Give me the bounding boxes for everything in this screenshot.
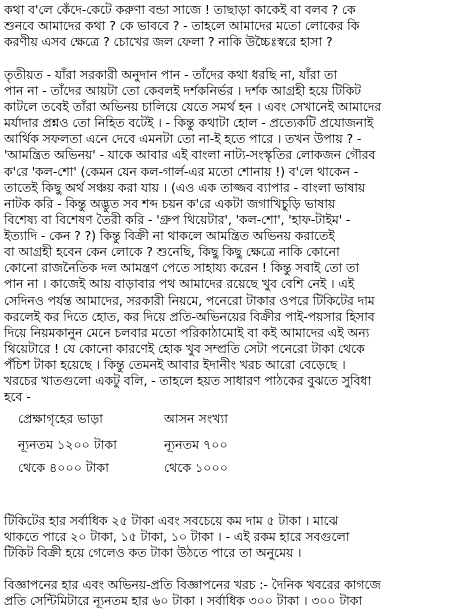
text-line: শুনবে আমাদের কথা ? কে ভাববে ? - তাহলে আমাদের মতো লোকের কি — [4, 18, 360, 33]
text-line: থাকতে পারে ২০ টাকা, ১৫ টাকা, ১০ টাকা । - এই রকম হারে সবগুলো — [4, 529, 350, 544]
text-line: প্রতি সেন্টিমিটারে ন্যূনতম হার ৬০ টাকা । সর্বাধিক ৩০০ টাকা । ৩০০ টাকা — [4, 593, 362, 608]
text-line: কোনো রাজনৈতিক দল আমন্ত্রণ পেতে সাহায্য করেন ! কিন্তু সবাই তো তা — [4, 260, 360, 275]
table-cell: ন্যূনতম ১২০০ টাকা — [18, 437, 117, 452]
text-line: তাতেই কিছু অর্থ সঞ্চয় করা যায় । (এও এক তাজ্জব ব্যাপার - বাংলা ভাষায় — [4, 180, 366, 195]
text-line: মর্যাদার প্রশ্নও তো নিহিত বটেই । - কিন্তু কথাটা হোল - প্রত্যেকটি প্রযোজনাই — [4, 115, 374, 130]
text-line: খরচের খাতগুলো একটু বলি, - তাহলে হয়ত সাধারণ পাঠকের বুঝতে সুবিধা — [4, 373, 371, 388]
text-line: করলেই কর দিতে হোত, কর দিয়ে প্রতি-অভিনয়ের বিক্রীর পাই-পয়সার হিসাব — [4, 309, 375, 324]
text-line: সেদিনও পর্যন্ত আমাদের, সরকারী নিয়মে, পনেরো টাকার ওপরে টিকিটের দাম — [4, 293, 375, 308]
text-line: বিশেষ্য বা বিশেষণ তৈরী করি - 'গ্রুপ থিয়েটার', 'কল-শো', 'হাফ-টাইম' - — [4, 212, 351, 227]
text-line: তৃতীয়ত - যাঁরা সরকারী অনুদান পান - তাঁদের কথা ধরছি না, যাঁরা তা — [4, 67, 338, 82]
text-line: নাটক করি - কিন্তু অদ্ভুত সব শব্দ চয়ন ক'রে একটা জগাখিচুড়ি ভাষায় — [4, 196, 336, 211]
text-line: কাটলে তবেই তাঁরা অভিনয় চালিয়ে যেতে সমর্থ হন । এবং সেখানেই আমাদের — [4, 99, 382, 114]
text-line: দিয়ে নিয়মকানুন মেনে চলবার মতো পরিকাঠামোই বা কই আমাদের এই অন্য — [4, 325, 370, 340]
text-line: 'আমন্ত্রিত অভিনয়' - যাকে আবার এই বাংলা নাট্য-সংস্কৃতির লোকজন গৌরব — [4, 147, 376, 162]
text-line: আর্থিক সফলতা এনে দেবে এমনটা তো না-ই হতে পারে । তখন উপায় ? - — [4, 131, 362, 146]
table-header-seat-count: আসন সংখ্যা — [164, 411, 228, 426]
text-line: করণীয় এসব ক্ষেত্রে ? চোখের জল ফেলা ? নাকি উচ্চৈঃস্বরে হাসা ? — [4, 34, 333, 49]
text-line: বা আগ্রহী হবেন কেন লোকে ? শুনেছি, কিছু কিছু ক্ষেত্রে নাকি কোনো — [4, 244, 340, 259]
table-cell: ন্যূনতম ৭০০ — [164, 437, 228, 452]
text-line: টিকিট বিক্রী হয়ে গেলেও কত টাকা উঠতে পারে তা অনুমেয় । — [4, 545, 302, 560]
text-line: কথা ব'লে কেঁদে-কেটে করুণা বন্ডা সাজে ! তাছাড়া কাকেই বা বলব ? কে — [4, 2, 356, 17]
text-line: ইত্যাদি - কেন ? ?) কিন্তু বিক্রী না থাকলে আমন্ত্রিত অভিনয় করাতেই — [4, 228, 335, 243]
text-line: ক'রে 'কল-শো' (কেমন যেন কল-গার্ল-এর মতো শোনায় !) ব'লে থাকেন - — [4, 164, 359, 179]
text-line: পঁচিশ টাকা হয়েছে । কিন্তু তেমনই আবার ইদানীং খরচ আরো বেড়েছে । — [4, 357, 346, 372]
text-line: টিকিটের হার সর্বাধিক ২৫ টাকা এবং সবচেয়ে কম দাম ৫ টাকা । মাঝে — [4, 513, 339, 528]
table-header-hall-rent: প্রেক্ষাগৃহের ভাড়া — [18, 411, 103, 426]
text-line: হবে - — [4, 389, 31, 404]
text-line: থিয়েটারে ! যে কোনো কারণেই হোক খুব সম্প্রতি সেটা পনেরো টাকা থেকে — [4, 341, 365, 356]
text-line: পান না - তাঁদের আয়টা তো কেবলই দর্শকনির্ভর । দর্শক আগ্রহী হয়ে টিকিট — [4, 83, 361, 98]
text-line: পান না । কাজেই আয় বাড়াবার পথ আমাদের রয়েছে খুব বেশি নেই । এই — [4, 276, 355, 291]
text-line: বিজ্ঞাপনের হার এবং অভিনয়-প্রতি বিজ্ঞাপনের খরচ :- দৈনিক খবরের কাগজে — [4, 577, 381, 592]
table-cell: থেকে ৪০০০ টাকা — [18, 460, 109, 475]
table-cell: থেকে ১০০০ — [164, 460, 228, 475]
